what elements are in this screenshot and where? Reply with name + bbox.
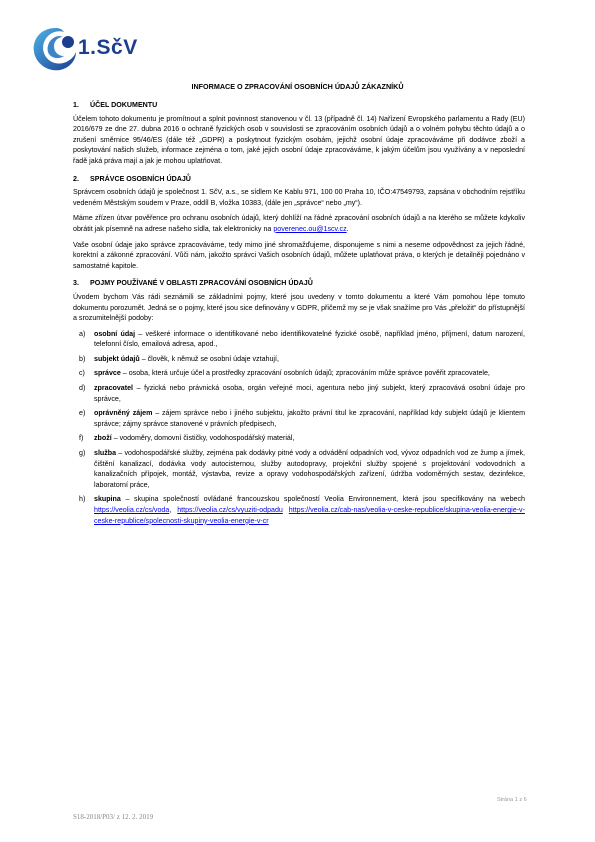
definition-text: – člověk, k němuž se osobní údaje vztahují, <box>139 354 279 363</box>
section-title: SPRÁVCE OSOBNÍCH ÚDAJŮ <box>90 174 191 183</box>
section-3-heading <box>73 278 525 289</box>
definition-item <box>73 408 525 429</box>
item-label: d) <box>79 384 86 393</box>
section-2-paragraph-1: Správcem osobních údajů je společnost 1. SčV, a.s., se sídlem Ke Kablu 971, 100 00 Praha 10, IČO:47549793, zapsána v obchodním rejstříku vedeném Městským soudem v Praze, oddíl B, vložka 10383, (dále jen „správce“ nebo „my“). <box>73 188 525 207</box>
definition-item <box>73 448 525 490</box>
section-title: POJMY POUŽÍVANÉ V OBLASTI ZPRACOVÁNÍ OSOBNÍCH ÚDAJŮ <box>90 279 313 288</box>
item-label: a) <box>79 329 86 338</box>
definition-term: zboží <box>94 434 112 443</box>
definition-item <box>73 433 525 444</box>
veolia-water-link[interactable]: https://veolia.cz/cs/voda <box>94 506 170 514</box>
item-label: e) <box>79 409 86 418</box>
definition-item <box>73 383 525 404</box>
definition-text: – skupina společností ovládané francouzskou společností Veolia Environnement, která jsou specifikovány na webech <box>120 495 525 504</box>
section-1-paragraph: Účelem tohoto dokumentu je promítnout a splnit povinnost stanovenou v čl. 13 (případně čl. 14) Nařízení Evropského parlamentu a Rady (EU) 2016/679 ze dne 27. dubna 2016 o ochraně fyzických osob v souvislosti se zpracováním osobních údajů a o volném pohybu těchto údajů a o zrušení směrnice 95/46/ES (dále též „GDPR) a poskytnout fyzickým osobám, jejichž osobní údaje zpracováváme při dodávce zboží a poskytování našich služeb, informace zejména o tom, jaké jejich osobní údaje zpracováváme, k jakým účelům jsou využívány a v neposlední řadě jaká práva mají a jak je mohou uplatňovat. <box>73 114 525 165</box>
definitions-list <box>73 329 525 527</box>
definition-text: – zájem správce nebo i jiného subjektu, jakožto právní titul ke zpracování, například kdy subjekt údajů je klientem správce; zájmy správce stanovené v právních předpisech, <box>94 409 526 428</box>
item-label: g) <box>79 449 86 458</box>
section-1-heading <box>73 100 525 111</box>
item-label: b) <box>79 354 86 363</box>
section-number: 3. <box>73 279 79 288</box>
definition-term: správce <box>94 369 121 378</box>
text-span: , <box>169 506 178 514</box>
section-2-paragraph-3: Vaše osobní údaje jako správce zpracováváme, tedy mimo jiné shromažďujeme, disponujeme s nimi a neseme odpovědnost za jejich řádné, korektní a zákonné zpracování. Vůči nám, jakožto správci Vašich osobních údajů, můžete uplatňovat práva, o kterých je detailněji pojednáno v samostatné kapitole. <box>73 240 525 270</box>
definition-term: osobní údaj <box>94 329 136 338</box>
text-span: Máme zřízen útvar pověřence pro ochranu osobních údajů, který dohlíží na řádné zpracování osobních údajů a na kterého se můžete kdykoliv obrátit jak písemně na adrese našeho sídla, tak elektronicky na <box>73 214 525 233</box>
definition-text: – fyzická nebo právnická osoba, orgán veřejné moci, agentura nebo jiný subjekt, který zpracovává osobní údaje pro správce, <box>94 384 525 403</box>
section-3-paragraph: Úvodem bychom Vás rádi seznámili se základními pojmy, které jsou uvedeny v tomto dokumentu a které Vám pomohou lépe tomuto dokumentu porozumět. Jedná se o pojmy, které jsou sice definovány v GDPR, přičemž my se je však snažíme pro Vás „přeložit“ do přístupnější a srozumitelnější podoby: <box>73 292 525 323</box>
section-number: 2. <box>73 174 79 183</box>
definition-text: – veškeré informace o identifikované nebo identifikovatelné fyzické osobě, například jméno, příjmení, datum narození, telefonní číslo, emailová adresa, apod., <box>94 329 525 349</box>
definition-term: služba <box>94 449 117 458</box>
dpo-email-link[interactable]: poverenec.ou@1scv.cz <box>273 224 347 233</box>
logo-text: 1.SčV <box>78 36 138 59</box>
definition-item <box>73 354 525 365</box>
veolia-group-link[interactable]: https://veolia.cz/cab-nas/veolia-v-ceske-republice/skupina-veolia-energie-v-ceske-republice/spolecnosti-skupiny-veolia-energie-v-cr <box>94 506 525 525</box>
document-body <box>73 100 525 530</box>
text-span: . <box>346 224 349 233</box>
section-title: ÚČEL DOKUMENTU <box>90 101 158 109</box>
definition-item <box>73 494 525 526</box>
definition-item <box>73 329 525 350</box>
document-title: INFORMACE O ZPRACOVÁNÍ OSOBNÍCH ÚDAJŮ ZÁKAZNÍKŮ <box>191 82 404 91</box>
definition-text: – vodoměry, domovní čističky, vodohospodářský materiál, <box>111 434 295 443</box>
veolia-waste-link[interactable]: https://veolia.cz/cs/vyuziti-odpadu <box>177 506 283 514</box>
definition-text: – vodohospodářské služby, zejména pak dodávky pitné vody a odvádění odpadních vod, vývoz odpadních vod ze žump a jímek, čištění kanalizací, dodávka vody autocisternou, služby autodopravy, projekční služby spojené s projektování vodovodních a kanalizačních přípojek, montáž, výstavba, revize a opravy vodohospodářských zařízení, údržba vodoměrných sestav, dezinfekce, laboratorní práce, <box>94 449 525 489</box>
item-label: c) <box>79 369 85 378</box>
section-number: 1. <box>73 101 79 109</box>
section-2-heading <box>73 174 525 185</box>
definition-term: zpracovatel <box>94 384 134 393</box>
document-code: S18-2018/P03/ z 12. 2. 2019 <box>73 813 154 821</box>
definition-term: skupina <box>94 495 121 504</box>
definition-term: oprávněný zájem <box>94 409 153 418</box>
definition-text: – osoba, která určuje účel a prostředky zpracování osobních údajů; zpracováním může správce pověřit zpracovatele, <box>120 369 490 378</box>
page-number: Strána 1 z 6 <box>497 797 527 803</box>
item-label: f) <box>79 434 84 443</box>
item-label: h) <box>79 495 86 504</box>
definition-item <box>73 368 525 379</box>
section-2-paragraph-2 <box>73 213 525 234</box>
definition-term: subjekt údajů <box>94 354 140 363</box>
